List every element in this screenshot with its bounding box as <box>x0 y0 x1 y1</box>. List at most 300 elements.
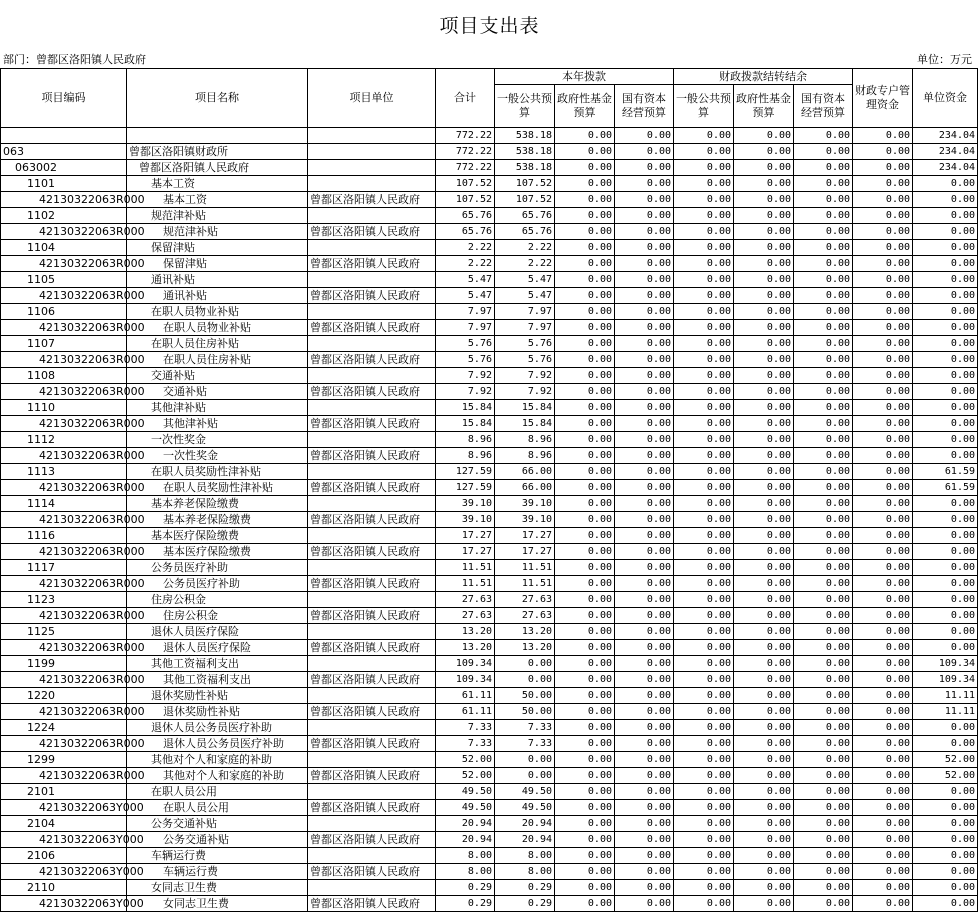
cell-value: 0.00 <box>555 288 615 304</box>
cell-value: 0.00 <box>734 880 794 896</box>
cell-value: 13.20 <box>495 624 555 640</box>
cell-value: 7.92 <box>436 368 495 384</box>
cell-value: 0.00 <box>555 336 615 352</box>
cell-code: 42130322063Y000 <box>1 864 127 880</box>
cell-value: 39.10 <box>495 496 555 512</box>
cell-value: 0.00 <box>734 512 794 528</box>
cell-value: 8.00 <box>436 864 495 880</box>
cell-value: 0.00 <box>734 448 794 464</box>
cell-org: 曾都区洛阳镇人民政府 <box>308 512 436 528</box>
cell-value: 0.00 <box>615 320 674 336</box>
cell-code: 42130322063R000 <box>1 512 127 528</box>
cell-value: 0.00 <box>853 352 913 368</box>
cell-value: 0.00 <box>853 416 913 432</box>
table-body <box>1 128 978 912</box>
cell-value: 0.00 <box>615 624 674 640</box>
cell-value: 0.00 <box>853 752 913 768</box>
cell-code: 1116 <box>1 528 127 544</box>
cell-value: 0.00 <box>615 544 674 560</box>
cell-code <box>1 128 127 144</box>
cell-value: 0.00 <box>734 784 794 800</box>
cell-value: 109.34 <box>436 656 495 672</box>
cell-value: 538.18 <box>495 160 555 176</box>
cell-value: 20.94 <box>436 832 495 848</box>
cell-org: 曾都区洛阳镇人民政府 <box>308 256 436 272</box>
cell-name: 保留津贴 <box>127 240 308 256</box>
cell-org <box>308 336 436 352</box>
cell-value: 15.84 <box>495 416 555 432</box>
cell-value: 109.34 <box>913 672 978 688</box>
header-code: 项目编码 <box>1 69 127 128</box>
cell-code: 1107 <box>1 336 127 352</box>
cell-value: 0.00 <box>674 608 734 624</box>
cell-value: 109.34 <box>913 656 978 672</box>
cell-value: 0.00 <box>734 496 794 512</box>
cell-code: 1113 <box>1 464 127 480</box>
cell-value: 538.18 <box>495 128 555 144</box>
cell-value: 0.00 <box>615 720 674 736</box>
cell-org: 曾都区洛阳镇人民政府 <box>308 896 436 912</box>
cell-value: 7.33 <box>436 720 495 736</box>
cell-value: 0.00 <box>615 496 674 512</box>
cell-value: 0.00 <box>734 400 794 416</box>
cell-value: 0.00 <box>674 352 734 368</box>
cell-value: 0.00 <box>734 720 794 736</box>
cell-value: 0.00 <box>615 688 674 704</box>
header-state-capital: 国有资本经营预算 <box>615 85 674 128</box>
cell-value: 0.00 <box>794 768 853 784</box>
cell-name: 退休奖励性补贴 <box>127 688 308 704</box>
cell-value: 0.00 <box>555 800 615 816</box>
cell-value: 49.50 <box>436 800 495 816</box>
cell-value: 107.52 <box>436 192 495 208</box>
cell-value: 0.00 <box>674 688 734 704</box>
table-row <box>1 528 978 544</box>
cell-value: 0.00 <box>853 448 913 464</box>
cell-value: 0.00 <box>794 432 853 448</box>
cell-code: 42130322063R000 <box>1 640 127 656</box>
cell-value: 0.00 <box>853 608 913 624</box>
cell-org <box>308 880 436 896</box>
cell-name: 基本医疗保险缴费 <box>127 528 308 544</box>
cell-value: 0.00 <box>734 192 794 208</box>
cell-value: 0.00 <box>615 272 674 288</box>
cell-value: 0.00 <box>734 816 794 832</box>
cell-value: 0.00 <box>853 816 913 832</box>
cell-value: 0.00 <box>615 880 674 896</box>
cell-value: 0.00 <box>734 688 794 704</box>
cell-name: 其他工资福利支出 <box>127 656 308 672</box>
cell-code: 42130322063Y000 <box>1 896 127 912</box>
cell-value: 0.00 <box>913 384 978 400</box>
cell-org <box>308 304 436 320</box>
cell-value: 5.76 <box>436 336 495 352</box>
cell-value: 0.00 <box>615 608 674 624</box>
cell-value: 0.00 <box>794 896 853 912</box>
cell-value: 0.00 <box>674 592 734 608</box>
cell-value: 0.00 <box>615 816 674 832</box>
table-row <box>1 336 978 352</box>
cell-value: 0.00 <box>615 144 674 160</box>
cell-value: 772.22 <box>436 128 495 144</box>
cell-value: 0.00 <box>555 512 615 528</box>
cell-value: 0.00 <box>615 560 674 576</box>
cell-value: 0.00 <box>674 368 734 384</box>
cell-value: 0.00 <box>674 256 734 272</box>
cell-name: 在职人员物业补贴 <box>127 304 308 320</box>
table-row <box>1 464 978 480</box>
cell-value: 0.00 <box>674 288 734 304</box>
cell-org <box>308 160 436 176</box>
cell-value: 0.00 <box>674 192 734 208</box>
cell-value: 0.00 <box>734 336 794 352</box>
cell-name: 曾都区洛阳镇人民政府 <box>127 160 308 176</box>
cell-name: 规范津补贴 <box>127 224 308 240</box>
cell-value: 0.00 <box>853 736 913 752</box>
cell-value: 0.00 <box>734 208 794 224</box>
cell-value: 7.97 <box>495 320 555 336</box>
cell-value: 7.92 <box>495 384 555 400</box>
cell-value: 0.00 <box>555 880 615 896</box>
cell-code: 063 <box>1 144 127 160</box>
cell-value: 39.10 <box>436 496 495 512</box>
cell-value: 0.00 <box>555 400 615 416</box>
cell-value: 0.00 <box>913 512 978 528</box>
cell-value: 17.27 <box>436 544 495 560</box>
header-carry-general: 一般公共预算 <box>674 85 734 128</box>
cell-value: 0.00 <box>615 752 674 768</box>
cell-value: 0.00 <box>913 288 978 304</box>
cell-value: 61.59 <box>913 464 978 480</box>
cell-value: 0.00 <box>853 288 913 304</box>
cell-org <box>308 656 436 672</box>
cell-value: 0.00 <box>615 768 674 784</box>
cell-value: 0.00 <box>555 720 615 736</box>
cell-value: 0.00 <box>913 576 978 592</box>
cell-value: 8.00 <box>495 848 555 864</box>
cell-value: 0.00 <box>734 144 794 160</box>
cell-value: 0.00 <box>674 128 734 144</box>
cell-value: 0.00 <box>674 560 734 576</box>
cell-value: 0.00 <box>794 192 853 208</box>
cell-org: 曾都区洛阳镇人民政府 <box>308 672 436 688</box>
cell-name: 住房公积金 <box>127 592 308 608</box>
cell-value: 0.00 <box>853 464 913 480</box>
cell-name: 通讯补贴 <box>127 288 308 304</box>
table-row <box>1 432 978 448</box>
cell-value: 0.00 <box>853 432 913 448</box>
cell-value: 52.00 <box>913 752 978 768</box>
cell-value: 0.00 <box>674 880 734 896</box>
cell-name: 在职人员奖励性津补贴 <box>127 480 308 496</box>
table-row <box>1 224 978 240</box>
cell-value: 0.00 <box>555 368 615 384</box>
cell-value: 8.96 <box>436 432 495 448</box>
cell-name: 在职人员住房补贴 <box>127 336 308 352</box>
cell-value: 0.00 <box>794 736 853 752</box>
cell-value: 0.00 <box>734 768 794 784</box>
cell-value: 0.00 <box>913 192 978 208</box>
cell-value: 0.00 <box>794 528 853 544</box>
cell-code: 1114 <box>1 496 127 512</box>
cell-value: 0.00 <box>555 304 615 320</box>
cell-value: 0.00 <box>913 208 978 224</box>
cell-value: 0.00 <box>555 448 615 464</box>
cell-value: 0.00 <box>794 256 853 272</box>
cell-value: 50.00 <box>495 688 555 704</box>
cell-name: 基本医疗保险缴费 <box>127 544 308 560</box>
cell-value: 0.00 <box>913 896 978 912</box>
cell-value: 0.00 <box>674 512 734 528</box>
cell-code: 42130322063R000 <box>1 224 127 240</box>
cell-value: 0.00 <box>794 320 853 336</box>
cell-value: 0.00 <box>674 528 734 544</box>
cell-value: 0.00 <box>615 368 674 384</box>
cell-value: 0.00 <box>555 272 615 288</box>
cell-value: 27.63 <box>495 592 555 608</box>
cell-value: 52.00 <box>913 768 978 784</box>
cell-value: 0.00 <box>734 256 794 272</box>
table-row <box>1 736 978 752</box>
cell-value: 0.00 <box>734 416 794 432</box>
cell-value: 0.00 <box>734 640 794 656</box>
cell-value: 0.00 <box>674 784 734 800</box>
cell-value: 0.00 <box>853 640 913 656</box>
cell-code: 42130322063R000 <box>1 320 127 336</box>
cell-name: 其他对个人和家庭的补助 <box>127 768 308 784</box>
cell-code: 42130322063R000 <box>1 672 127 688</box>
table-row <box>1 768 978 784</box>
table-row <box>1 176 978 192</box>
cell-value: 0.00 <box>913 832 978 848</box>
cell-value: 0.00 <box>674 160 734 176</box>
cell-value: 13.20 <box>436 624 495 640</box>
table-row <box>1 496 978 512</box>
table-row <box>1 208 978 224</box>
cell-value: 0.00 <box>555 736 615 752</box>
cell-value: 17.27 <box>495 544 555 560</box>
cell-org <box>308 272 436 288</box>
cell-value: 7.33 <box>436 736 495 752</box>
cell-value: 0.00 <box>913 176 978 192</box>
cell-org <box>308 624 436 640</box>
cell-value: 0.00 <box>794 304 853 320</box>
cell-name <box>127 128 308 144</box>
cell-value: 0.00 <box>734 432 794 448</box>
cell-value: 109.34 <box>436 672 495 688</box>
cell-value: 0.00 <box>555 208 615 224</box>
header-org: 项目单位 <box>308 69 436 128</box>
cell-value: 65.76 <box>436 224 495 240</box>
cell-code: 1101 <box>1 176 127 192</box>
cell-value: 0.00 <box>794 352 853 368</box>
cell-name: 交通补贴 <box>127 368 308 384</box>
cell-value: 0.00 <box>794 400 853 416</box>
cell-value: 0.00 <box>615 336 674 352</box>
cell-value: 0.00 <box>853 176 913 192</box>
cell-value: 0.00 <box>913 624 978 640</box>
cell-value: 0.00 <box>913 640 978 656</box>
table-row <box>1 560 978 576</box>
cell-value: 107.52 <box>495 176 555 192</box>
cell-value: 0.00 <box>913 352 978 368</box>
cell-value: 0.00 <box>853 672 913 688</box>
cell-code: 42130322063R000 <box>1 352 127 368</box>
cell-name: 车辆运行费 <box>127 864 308 880</box>
cell-value: 0.00 <box>615 192 674 208</box>
header-carry-gov-fund: 政府性基金预算 <box>734 85 794 128</box>
table-row <box>1 160 978 176</box>
cell-value: 0.00 <box>794 128 853 144</box>
cell-value: 0.00 <box>913 304 978 320</box>
cell-value: 0.00 <box>913 848 978 864</box>
cell-value: 66.00 <box>495 464 555 480</box>
cell-value: 0.00 <box>794 608 853 624</box>
cell-value: 0.29 <box>436 880 495 896</box>
cell-value: 0.00 <box>495 768 555 784</box>
cell-value: 0.00 <box>794 816 853 832</box>
cell-value: 0.00 <box>674 272 734 288</box>
table-row <box>1 848 978 864</box>
table-row <box>1 720 978 736</box>
cell-org: 曾都区洛阳镇人民政府 <box>308 608 436 624</box>
cell-value: 0.00 <box>674 480 734 496</box>
table-row <box>1 480 978 496</box>
cell-value: 0.00 <box>853 304 913 320</box>
cell-code: 1112 <box>1 432 127 448</box>
cell-code: 1117 <box>1 560 127 576</box>
cell-value: 0.00 <box>913 256 978 272</box>
cell-org <box>308 464 436 480</box>
cell-value: 0.00 <box>615 672 674 688</box>
cell-value: 0.00 <box>913 496 978 512</box>
cell-value: 0.00 <box>555 256 615 272</box>
cell-value: 0.00 <box>853 208 913 224</box>
cell-value: 0.00 <box>794 880 853 896</box>
cell-value: 0.00 <box>615 208 674 224</box>
cell-value: 0.00 <box>555 752 615 768</box>
cell-value: 7.33 <box>495 736 555 752</box>
table-row <box>1 512 978 528</box>
cell-value: 0.00 <box>794 592 853 608</box>
cell-value: 0.00 <box>555 624 615 640</box>
cell-value: 0.00 <box>615 288 674 304</box>
cell-value: 0.00 <box>674 496 734 512</box>
cell-code: 42130322063R000 <box>1 480 127 496</box>
cell-value: 0.00 <box>913 432 978 448</box>
cell-value: 0.00 <box>853 192 913 208</box>
cell-value: 0.00 <box>734 528 794 544</box>
cell-org <box>308 176 436 192</box>
cell-value: 0.00 <box>674 640 734 656</box>
header-unit-fund: 单位资金 <box>913 69 978 128</box>
cell-value: 538.18 <box>495 144 555 160</box>
cell-value: 0.00 <box>615 352 674 368</box>
cell-value: 0.00 <box>734 384 794 400</box>
cell-value: 127.59 <box>436 480 495 496</box>
cell-value: 0.00 <box>615 304 674 320</box>
cell-org <box>308 720 436 736</box>
cell-org <box>308 528 436 544</box>
cell-value: 0.00 <box>853 224 913 240</box>
cell-value: 0.00 <box>555 144 615 160</box>
cell-org: 曾都区洛阳镇人民政府 <box>308 480 436 496</box>
cell-value: 0.00 <box>674 544 734 560</box>
cell-name: 在职人员住房补贴 <box>127 352 308 368</box>
cell-value: 2.22 <box>495 240 555 256</box>
cell-value: 17.27 <box>436 528 495 544</box>
cell-value: 0.00 <box>615 416 674 432</box>
cell-value: 0.00 <box>734 560 794 576</box>
cell-value: 5.76 <box>495 352 555 368</box>
cell-value: 0.00 <box>555 688 615 704</box>
cell-name: 其他工资福利支出 <box>127 672 308 688</box>
cell-org: 曾都区洛阳镇人民政府 <box>308 352 436 368</box>
table-row <box>1 816 978 832</box>
cell-value: 0.00 <box>913 720 978 736</box>
cell-value: 107.52 <box>436 176 495 192</box>
cell-org <box>308 592 436 608</box>
cell-value: 234.04 <box>913 144 978 160</box>
cell-name: 其他津补贴 <box>127 416 308 432</box>
cell-value: 0.00 <box>555 384 615 400</box>
cell-name: 公务交通补贴 <box>127 816 308 832</box>
cell-value: 0.00 <box>734 672 794 688</box>
cell-value: 8.00 <box>495 864 555 880</box>
cell-value: 0.00 <box>674 736 734 752</box>
cell-value: 2.22 <box>436 256 495 272</box>
cell-code: 42130322063R000 <box>1 416 127 432</box>
cell-org: 曾都区洛阳镇人民政府 <box>308 448 436 464</box>
cell-value: 0.00 <box>555 544 615 560</box>
cell-value: 15.84 <box>436 400 495 416</box>
cell-value: 0.00 <box>734 352 794 368</box>
cell-value: 0.00 <box>555 496 615 512</box>
cell-code: 1123 <box>1 592 127 608</box>
cell-value: 0.00 <box>615 432 674 448</box>
cell-value: 0.00 <box>555 192 615 208</box>
cell-value: 0.00 <box>555 656 615 672</box>
cell-value: 65.76 <box>495 224 555 240</box>
cell-code: 42130322063R000 <box>1 576 127 592</box>
cell-value: 13.20 <box>495 640 555 656</box>
cell-value: 0.00 <box>674 464 734 480</box>
cell-code: 42130322063R000 <box>1 736 127 752</box>
cell-value: 0.00 <box>615 256 674 272</box>
cell-value: 49.50 <box>436 784 495 800</box>
table-row <box>1 896 978 912</box>
cell-value: 0.00 <box>555 320 615 336</box>
cell-name: 基本工资 <box>127 192 308 208</box>
cell-value: 0.00 <box>615 528 674 544</box>
table-row <box>1 400 978 416</box>
cell-value: 49.50 <box>495 800 555 816</box>
cell-value: 61.11 <box>436 704 495 720</box>
cell-code: 2104 <box>1 816 127 832</box>
cell-value: 0.00 <box>794 560 853 576</box>
cell-value: 0.00 <box>734 464 794 480</box>
department-label: 部门：曾都区洛阳镇人民政府 <box>3 53 146 66</box>
cell-value: 0.00 <box>734 736 794 752</box>
cell-code: 42130322063R000 <box>1 288 127 304</box>
cell-name: 住房公积金 <box>127 608 308 624</box>
cell-org: 曾都区洛阳镇人民政府 <box>308 800 436 816</box>
cell-value: 15.84 <box>436 416 495 432</box>
cell-value: 0.00 <box>794 384 853 400</box>
cell-code: 1106 <box>1 304 127 320</box>
cell-value: 0.00 <box>734 864 794 880</box>
cell-org: 曾都区洛阳镇人民政府 <box>308 288 436 304</box>
